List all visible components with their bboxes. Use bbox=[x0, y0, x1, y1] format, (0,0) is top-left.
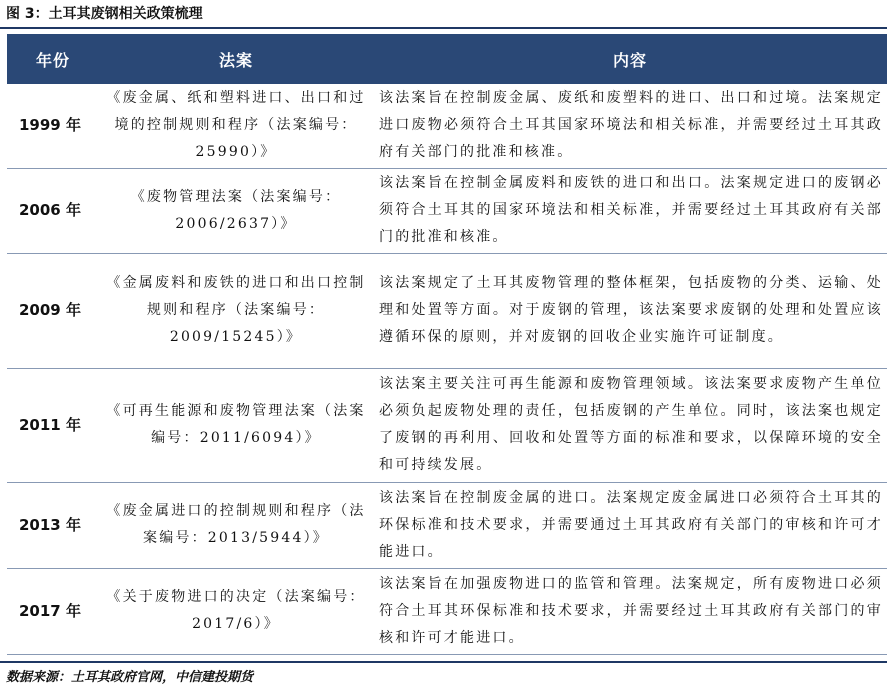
bottom-rule bbox=[0, 661, 887, 663]
row-content: 该法案旨在加强废物进口的监管和管理。法案规定，所有废物进口必须符合土耳其环保标准和技术要求，并需要经过土耳其政府有关部门的审核和许可才能进口。 bbox=[373, 568, 887, 654]
header-year: 年份 bbox=[35, 50, 70, 70]
row-content: 该法案旨在控制废金属、废纸和废塑料的进口、出口和过境。法案规定进口废物必须符合土耳其国家环境法和相关标准，并需要经过土耳其政府有关部门的批准和核准。 bbox=[373, 84, 887, 168]
row-content: 该法案旨在控制金属废料和废铁的进口和出口。法案规定进口的废钢必须符合土耳其的国家环境法和相关标准，并需要经过土耳其政府有关部门的批准和核准。 bbox=[373, 168, 887, 253]
policy-table bbox=[7, 34, 887, 655]
top-rule bbox=[0, 27, 887, 29]
table-row bbox=[7, 368, 887, 482]
row-year: 2017 年 bbox=[7, 568, 99, 654]
row-content: 该法案规定了土耳其废物管理的整体框架，包括废物的分类、运输、处理和处置等方面。对于废钢的管理，该法案要求废钢的处理和处置应该遵循环保的原则，并对废钢的回收企业实施许可证制度。 bbox=[373, 253, 887, 368]
table-header-row bbox=[7, 34, 887, 84]
header-content: 内容 bbox=[612, 50, 647, 70]
row-law: 《废物管理法案（法案编号：2006/2637）》 bbox=[99, 168, 373, 253]
row-law: 《关于废物进口的决定（法案编号：2017/6）》 bbox=[99, 568, 373, 654]
row-year: 1999 年 bbox=[7, 84, 99, 168]
row-law: 《可再生能源和废物管理法案（法案编号：2011/6094）》 bbox=[99, 368, 373, 482]
row-law: 《废金属、纸和塑料进口、出口和过境的控制规则和程序（法案编号：25990）》 bbox=[99, 84, 373, 168]
row-year: 2009 年 bbox=[7, 253, 99, 368]
row-law: 《废金属进口的控制规则和程序（法案编号：2013/5944）》 bbox=[99, 482, 373, 568]
row-year: 2013 年 bbox=[7, 482, 99, 568]
table-row bbox=[7, 568, 887, 654]
table-row bbox=[7, 168, 887, 253]
source-note: 数据来源：土耳其政府官网，中信建投期货 bbox=[6, 670, 254, 685]
table-row bbox=[7, 253, 887, 368]
row-content: 该法案主要关注可再生能源和废物管理领域。该法案要求废物产生单位必须负起废物处理的责任，包括废钢的产生单位。同时，该法案也规定了废钢的再利用、回收和处置等方面的标准和要求，以保障环境的安全和可持续发展。 bbox=[373, 368, 887, 482]
row-content: 该法案旨在控制废金属的进口。法案规定废金属进口必须符合土耳其的环保标准和技术要求，并需要通过土耳其政府有关部门的审核和许可才能进口。 bbox=[373, 482, 887, 568]
row-year: 2011 年 bbox=[7, 368, 99, 482]
table-row bbox=[7, 482, 887, 568]
header-law: 法案 bbox=[218, 50, 253, 70]
row-year: 2006 年 bbox=[7, 168, 99, 253]
row-law: 《金属废料和废铁的进口和出口控制规则和程序（法案编号：2009/15245）》 bbox=[99, 253, 373, 368]
table-row bbox=[7, 84, 887, 168]
figure-title: 图 3：土耳其废钢相关政策梳理 bbox=[6, 6, 203, 22]
